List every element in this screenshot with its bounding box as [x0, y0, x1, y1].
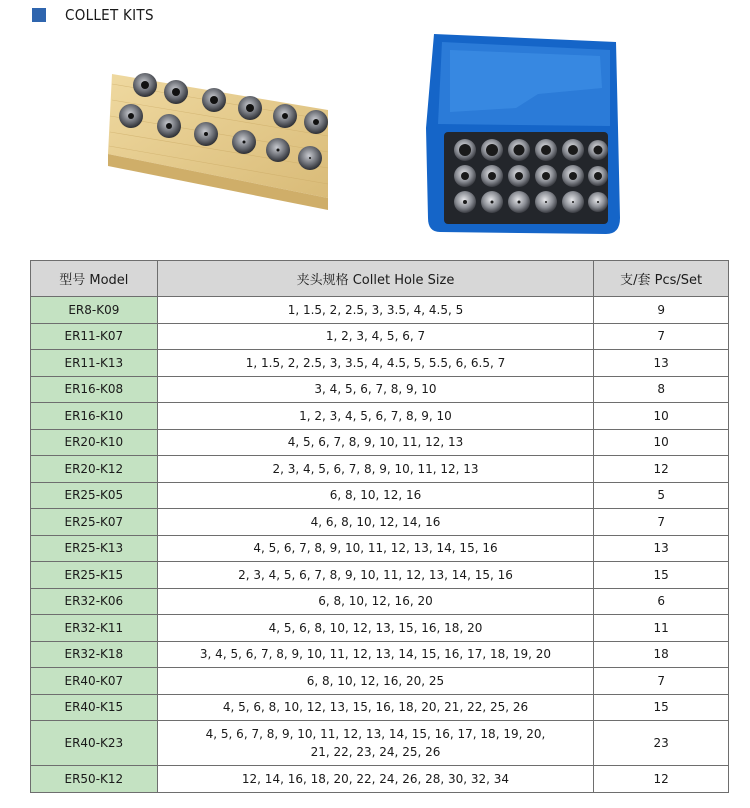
hole-size-cell: 6, 8, 10, 12, 16, 20 — [157, 588, 594, 615]
model-cell: ER11-K07 — [31, 323, 158, 350]
table-row — [31, 297, 729, 324]
model-cell: ER32-K18 — [31, 641, 158, 668]
model-cell: ER32-K11 — [31, 615, 158, 642]
table-row — [31, 562, 729, 589]
pcs-cell: 13 — [594, 535, 729, 562]
table-row — [31, 766, 729, 793]
hole-size-cell: 2, 3, 4, 5, 6, 7, 8, 9, 10, 11, 12, 13 — [157, 456, 594, 483]
hole-size-cell — [157, 721, 594, 766]
model-cell: ER11-K13 — [31, 350, 158, 377]
model-cell: ER25-K05 — [31, 482, 158, 509]
hole-size-cell: 4, 6, 8, 10, 12, 14, 16 — [157, 509, 594, 536]
pcs-cell: 8 — [594, 376, 729, 403]
model-cell: ER8-K09 — [31, 297, 158, 324]
table-row — [31, 429, 729, 456]
pcs-cell: 15 — [594, 562, 729, 589]
model-cell: ER25-K07 — [31, 509, 158, 536]
model-cell: ER40-K23 — [31, 721, 158, 766]
hole-size-cell: 12, 14, 16, 18, 20, 22, 24, 26, 28, 30, 32, 34 — [157, 766, 594, 793]
table-row — [31, 403, 729, 430]
collet-kits-table — [30, 260, 729, 793]
model-cell: ER16-K10 — [31, 403, 158, 430]
pcs-cell: 5 — [594, 482, 729, 509]
pcs-cell: 23 — [594, 721, 729, 766]
model-cell: ER40-K15 — [31, 694, 158, 721]
hole-size-cell: 1, 1.5, 2, 2.5, 3, 3.5, 4, 4.5, 5, 5.5, 6, 6.5, 7 — [157, 350, 594, 377]
pcs-cell: 7 — [594, 509, 729, 536]
pcs-cell: 7 — [594, 323, 729, 350]
hole-size-line-1: 4, 5, 6, 7, 8, 9, 10, 11, 12, 13, 14, 15, 16, 17, 18, 19, 20, — [205, 727, 546, 741]
model-cell: ER50-K12 — [31, 766, 158, 793]
hole-size-cell: 3, 4, 5, 6, 7, 8, 9, 10, 11, 12, 13, 14, 15, 16, 17, 18, 19, 20 — [157, 641, 594, 668]
table-row — [31, 721, 729, 766]
column-header-model: 型号 Model — [31, 261, 158, 297]
model-cell: ER40-K07 — [31, 668, 158, 695]
hole-size-cell: 3, 4, 5, 6, 7, 8, 9, 10 — [157, 376, 594, 403]
hole-size-cell: 4, 5, 6, 7, 8, 9, 10, 11, 12, 13 — [157, 429, 594, 456]
model-cell: ER20-K12 — [31, 456, 158, 483]
table-header-row — [31, 261, 729, 297]
table-row — [31, 323, 729, 350]
hole-size-cell: 4, 5, 6, 7, 8, 9, 10, 11, 12, 13, 14, 15, 16 — [157, 535, 594, 562]
table-row — [31, 641, 729, 668]
table-row — [31, 694, 729, 721]
column-header-pcs-set: 支/套 Pcs/Set — [594, 261, 729, 297]
table-row — [31, 668, 729, 695]
column-header-hole-size: 夹头规格 Collet Hole Size — [157, 261, 594, 297]
table-row — [31, 535, 729, 562]
section-bullet-icon — [32, 8, 46, 22]
table-row — [31, 482, 729, 509]
hole-size-cell: 1, 1.5, 2, 2.5, 3, 3.5, 4, 4.5, 5 — [157, 297, 594, 324]
pcs-cell: 11 — [594, 615, 729, 642]
pcs-cell: 7 — [594, 668, 729, 695]
model-cell: ER16-K08 — [31, 376, 158, 403]
table-row — [31, 588, 729, 615]
hole-size-cell: 6, 8, 10, 12, 16, 20, 25 — [157, 668, 594, 695]
section-header — [32, 6, 164, 24]
hole-size-cell: 4, 5, 6, 8, 10, 12, 13, 15, 16, 18, 20 — [157, 615, 594, 642]
table-row — [31, 350, 729, 377]
table-row — [31, 376, 729, 403]
pcs-cell: 9 — [594, 297, 729, 324]
pcs-cell: 12 — [594, 766, 729, 793]
model-cell: ER20-K10 — [31, 429, 158, 456]
hole-size-line-2: 21, 22, 23, 24, 25, 26 — [310, 745, 441, 759]
model-cell: ER32-K06 — [31, 588, 158, 615]
model-cell: ER25-K15 — [31, 562, 158, 589]
pcs-cell: 10 — [594, 429, 729, 456]
model-cell: ER25-K13 — [31, 535, 158, 562]
pcs-cell: 15 — [594, 694, 729, 721]
pcs-cell: 12 — [594, 456, 729, 483]
section-title: COLLET KITS — [65, 6, 154, 24]
table-row — [31, 509, 729, 536]
table-row — [31, 456, 729, 483]
pcs-cell: 10 — [594, 403, 729, 430]
pcs-cell: 18 — [594, 641, 729, 668]
collet-wood-block-image — [100, 70, 345, 215]
hole-size-cell: 2, 3, 4, 5, 6, 7, 8, 9, 10, 11, 12, 13, 14, 15, 16 — [157, 562, 594, 589]
hole-size-cell: 4, 5, 6, 8, 10, 12, 13, 15, 16, 18, 20, 21, 22, 25, 26 — [157, 694, 594, 721]
pcs-cell: 6 — [594, 588, 729, 615]
hole-size-cell: 1, 2, 3, 4, 5, 6, 7, 8, 9, 10 — [157, 403, 594, 430]
table-row — [31, 615, 729, 642]
hole-size-cell: 6, 8, 10, 12, 16 — [157, 482, 594, 509]
collet-plastic-case-image — [420, 28, 625, 238]
hole-size-cell: 1, 2, 3, 4, 5, 6, 7 — [157, 323, 594, 350]
pcs-cell: 13 — [594, 350, 729, 377]
